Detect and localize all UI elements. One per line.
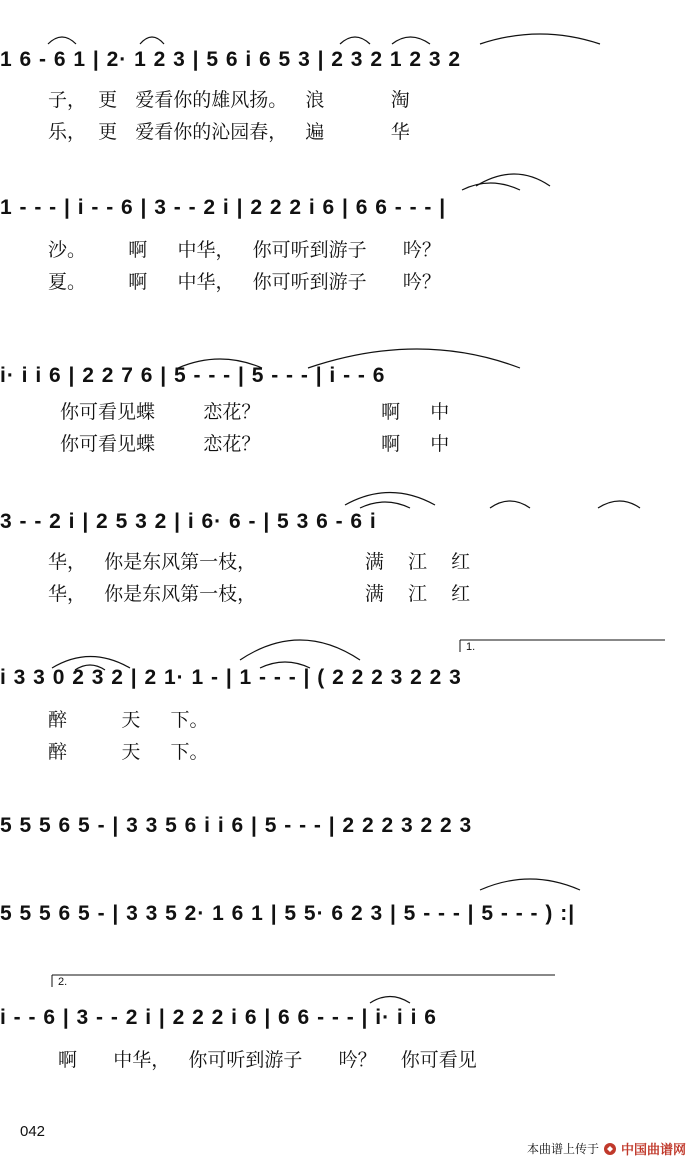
notation-line: 3 - - 2 i | 2 5 3 2 | i 6· 6 - | 5 3 6 - 6 i bbox=[0, 510, 377, 533]
volta-2-label: 2. bbox=[58, 976, 68, 988]
notation-line: i· i i 6 | 2 2 7 6 | 5 - - - | 5 - - - | i - - 6 bbox=[0, 364, 386, 387]
lyric-line-2: 华， 你是东风第一枝， 满 江 红 bbox=[48, 583, 471, 605]
lyric-line-1: 华， 你是东风第一枝， 满 江 红 bbox=[48, 551, 471, 573]
footer-text: 本曲谱上传于 bbox=[526, 1142, 599, 1156]
notation-line: 1 6 - 6 1 | 2· 1 2 3 | 5 6 i 6 5 3 | 2 3 2 1 2 3 2 bbox=[0, 48, 462, 71]
notation-line: 5 5 5 6 5 - | 3 3 5 2· 1 6 1 | 5 5· 6 2 3 | 5 - - - | 5 - - - ) :| bbox=[0, 902, 576, 925]
notation-line: i 3 3 0 2 3 2 | 2 1· 1 - | 1 - - - | ( 2 2 2 3 2 2 3 bbox=[0, 666, 462, 689]
logo-icon bbox=[603, 1142, 617, 1156]
lyric-line-1: 你可看见蝶 恋花？ 啊 中 bbox=[60, 401, 450, 423]
lyric-line-2: 你可看见蝶 恋花？ 啊 中 bbox=[60, 433, 450, 455]
lyric-line-2: 乐， 更 爱看你的沁园春， 遍 华 bbox=[48, 121, 410, 143]
footer-site[interactable]: 中国曲谱网 bbox=[620, 1143, 686, 1158]
notation-line: 1 - - - | i - - 6 | 3 - - 2 i | 2 2 2 i 6 | 6 6 - - - | bbox=[0, 196, 447, 219]
volta-1-label: 1. bbox=[466, 641, 476, 653]
page-number: 042 bbox=[20, 1123, 46, 1140]
footer bbox=[527, 1139, 686, 1158]
lyric-line-1: 子， 更 爱看你的雄风扬。 浪 淘 bbox=[48, 89, 410, 111]
lyric-line-1: 沙。 啊 中华， 你可听到游子 吟？ bbox=[48, 239, 441, 261]
lyric-line-2: 醉 天 下。 bbox=[48, 741, 209, 763]
notation-line: 5 5 5 6 5 - | 3 3 5 6 i i 6 | 5 - - - | 2 2 2 3 2 2 3 bbox=[0, 814, 473, 837]
lyric-line-1: 啊 中华， 你可听到游子 吟？ 你可看见 bbox=[58, 1049, 477, 1071]
lyric-line-2: 夏。 啊 中华， 你可听到游子 吟？ bbox=[48, 271, 441, 293]
lyric-line-1: 醉 天 下。 bbox=[48, 709, 209, 731]
notation-line: i - - 6 | 3 - - 2 i | 2 2 2 i 6 | 6 6 - - - | i· i i 6 bbox=[0, 1006, 437, 1029]
